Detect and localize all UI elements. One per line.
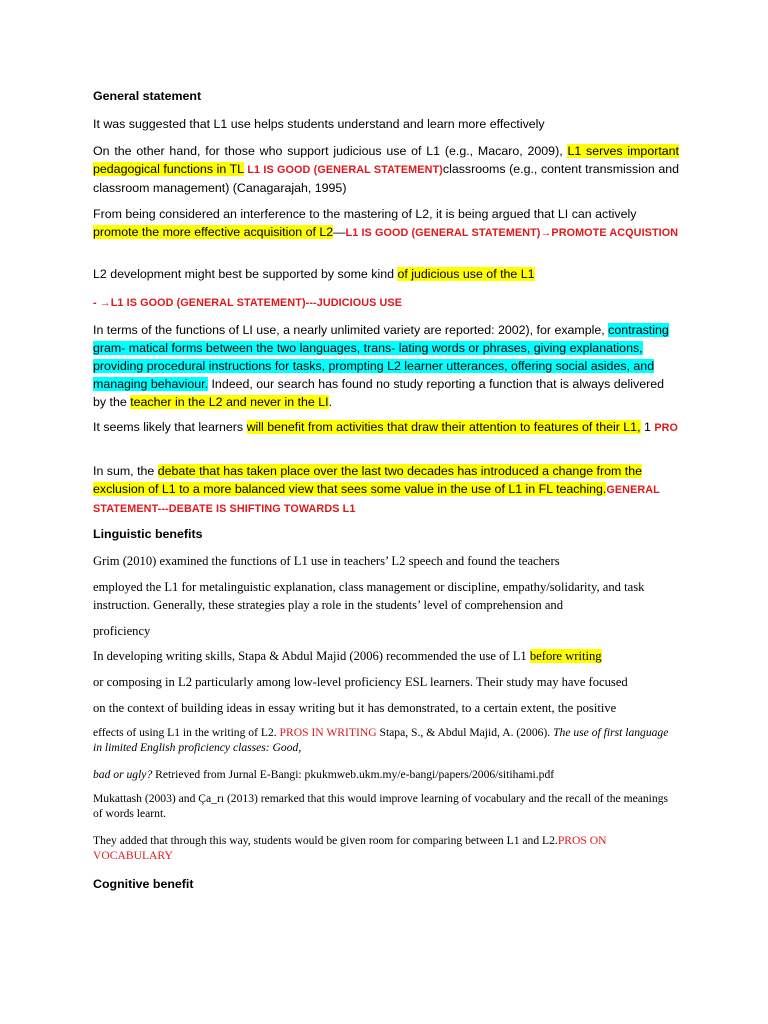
paragraph-composing: or composing in L2 particularly among low-level proficiency ESL learners. Their study may have focused — [93, 675, 628, 689]
paragraph-l2-development — [93, 265, 679, 283]
paragraph-comparing — [93, 833, 679, 863]
paragraph-writing-skills — [93, 647, 679, 665]
annotation-red: PRO — [654, 422, 679, 434]
paragraph-citation-cont — [93, 767, 679, 782]
text: In sum, the — [93, 464, 158, 478]
highlight-yellow: of judicious use of the L1 — [397, 267, 535, 281]
highlight-cyan: contrasting gram- matical forms between the two languages, trans- lating words or phrases, giving explanations, providing procedural instructions for tasks, prompting L2 learner utterances, offering social asides, and managing behaviour. — [93, 323, 669, 391]
paragraph-proficiency: proficiency — [93, 624, 151, 638]
annotation-red: PROS IN WRITING — [279, 726, 377, 739]
paragraph-judicious-use — [93, 142, 679, 197]
text: On the other hand, for those who support judicious use of L1 (e.g., Macaro, 2009), — [93, 144, 568, 158]
text: Indeed, our search has found no study reporting a function that is always delivered by the — [93, 377, 665, 409]
text: effects of using L1 in the writing of L2. — [93, 726, 280, 739]
text: Stapa, S., & Abdul Majid, A. (2006). — [376, 726, 554, 739]
highlight-yellow: before writing — [529, 649, 602, 663]
paragraph-mukattash: Mukattash (2003) and Ça_rı (2013) remarked that this would improve learning of vocabulary and the recall of the meanings of words learnt. — [93, 792, 669, 820]
annotation-red: L1 IS GOOD (GENERAL STATEMENT)→PROMOTE ACQUISTION — [345, 227, 679, 239]
text: It seems likely that learners — [93, 420, 247, 434]
highlight-yellow: debate that has taken place over the last two decades has introduced a change from the exclusion of L1 to a more balanced view that sees some value in the use of L1 in FL teaching. — [93, 464, 642, 496]
text: classrooms (e.g., content transmission and classroom management) (Canagarajah, 1995) — [93, 162, 679, 195]
heading-cognitive-benefit: Cognitive benefit — [93, 877, 194, 891]
paragraph-l1-suggested: It was suggested that L1 use helps students understand and learn more effectively — [93, 117, 545, 131]
text: From being considered an interference to the mastering of L2, it is being argued that LI can actively — [93, 207, 637, 221]
highlight-yellow: teacher in the L2 and never in the LI — [130, 395, 329, 409]
highlight-yellow: will benefit from activities that draw their attention to features of their L1, — [246, 420, 641, 434]
paragraph-in-sum — [93, 462, 679, 518]
paragraph-learners-benefit — [93, 418, 679, 437]
heading-linguistic-benefits: Linguistic benefits — [93, 527, 203, 541]
text: L2 development might best be supported by some kind — [93, 267, 398, 281]
paragraph-effects-citation — [93, 725, 679, 755]
text: In developing writing skills, Stapa & Abdul Majid (2006) recommended the use of L1 — [93, 649, 530, 663]
text: — — [333, 225, 346, 239]
annotation-red: PROS ON VOCABULARY — [93, 834, 607, 862]
paragraph-interference — [93, 205, 679, 242]
text: They added that through this way, students would be given room for comparing between L1 and L2. — [93, 834, 558, 847]
highlight-yellow: promote the more effective acquisition of L2 — [93, 225, 334, 239]
paragraph-functions-l1 — [93, 321, 679, 411]
citation-title: bad or ugly? — [93, 768, 153, 781]
highlight-yellow: L1 serves important pedagogical functions in TL — [93, 144, 680, 176]
heading-general-statement: General statement — [93, 89, 202, 103]
paragraph-grim: Grim (2010) examined the functions of L1 use in teachers’ L2 speech and found the teachers — [93, 554, 560, 568]
citation-title: The use of first language in limited English proficiency classes: Good, — [93, 726, 669, 754]
annotation-judicious-use — [93, 293, 679, 312]
annotation-red: L1 IS GOOD (GENERAL STATEMENT) — [244, 164, 443, 176]
text: 1 — [640, 420, 655, 434]
paragraph-context: on the context of building ideas in essay writing but it has demonstrated, to a certain extent, the positive — [93, 701, 617, 715]
citation-url: Retrieved from Jurnal E-Bangi: pkukmweb.ukm.my/e-bangi/papers/2006/sitihami.pdf — [152, 768, 555, 781]
text: In terms of the functions of LI use, a nearly unlimited variety are reported: 2002), for example, — [93, 323, 609, 337]
annotation-red: - →L1 IS GOOD (GENERAL STATEMENT)---JUDICIOUS USE — [93, 297, 403, 309]
annotation-red: GENERAL STATEMENT---DEBATE IS SHIFTING TOWARDS L1 — [93, 484, 660, 515]
text: . — [328, 395, 333, 409]
paragraph-metalinguistic: employed the L1 for metalinguistic explanation, class management or discipline, empathy/solidarity, and task instruction. Generally, these strategies play a role in the students’ level of comprehension and — [93, 580, 645, 612]
